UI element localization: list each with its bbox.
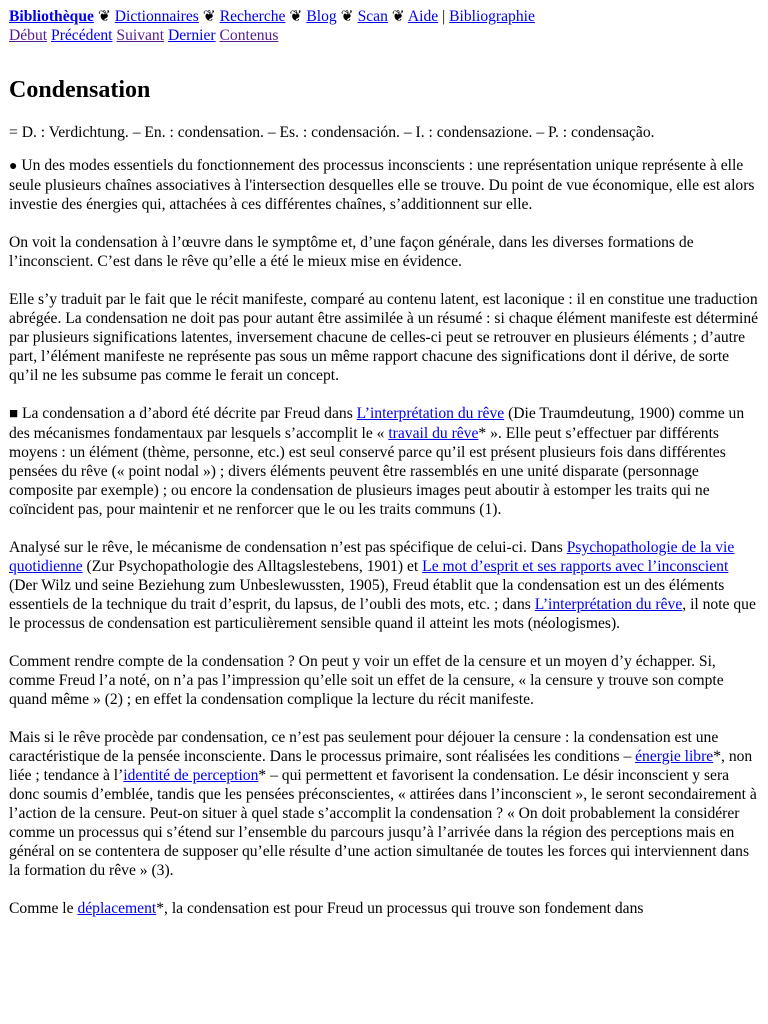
nav-link-dictionnaires[interactable]: Dictionnaires bbox=[114, 8, 199, 25]
paragraph-2: On voit la condensation à l’œuvre dans le symptôme et, d’une façon générale, dans les diverses formations de l’inconscient. C’est dans le rêve qu’elle a été le mieux mise en évidence. bbox=[9, 234, 694, 270]
paragraph-text: , il note que le processus de condensation est particulièrement sensible quand il atteint les mots (néologismes). bbox=[9, 596, 756, 632]
square-bullet-icon: ■ bbox=[9, 406, 19, 422]
paragraph-4 bbox=[9, 404, 759, 519]
nav-link-scan[interactable]: Scan bbox=[357, 8, 388, 25]
nav-link-aide[interactable]: Aide bbox=[407, 8, 439, 25]
nav-link-dernier[interactable]: Dernier bbox=[167, 27, 216, 44]
nav-link-recherche[interactable]: Recherche bbox=[219, 8, 286, 25]
top-navigation bbox=[9, 7, 759, 26]
paragraph-text: (Zur Psychopathologie des Alltagslestebens, 1901) et bbox=[82, 558, 423, 575]
bullet-icon: ● bbox=[9, 159, 18, 174]
paragraph-text: Un des modes essentiels du fonctionnement des processus inconscients : une représentation unique représente à elle seule plusieurs chaînes associatives à l'intersection desquelles elle se trouve. Du point de vue économique, elle est alors investie des énergies qui, attachées à ces différentes chaînes, s’additionnent sur elle. bbox=[9, 157, 755, 213]
paragraph-text: * ». Elle peut s’effectuer par différents moyens : un élément (thème, personne, etc.) est seul conservé parce qu’il est présent plusieurs fois dans différentes pensées du rêve (« point nodal ») ; divers éléments peuvent être rassemblés en une unité disparate (personnage composite par exemple) ; ou encore la condensation de plusieurs images peut aboutir à estomper les traits qui ne coïncident pas, pour maintenir et ne renforcer que le ou les traits communs (1). bbox=[9, 425, 726, 518]
pipe-separator: | bbox=[438, 8, 450, 25]
paragraph-definition bbox=[9, 156, 759, 214]
paragraph-text: *, non liée ; tendance à l’ bbox=[9, 748, 753, 784]
paragraph-text: * – qui permettent et favorisent la condensation. Le désir inconscient y sera donc soumis d’emblée, tandis que les pensées préconscientes, « attirées dans l’inconscient », le seront secondairement à l’action de la censure. Peut-on situer à quel stade s’accomplit la condensation ? « On doit probablement la considérer comme un processus qui s’étend sur l’ensemble du parcours jusqu’à l’arrivée dans la région des perceptions mais en général on se contentera de supposer qu’elle résulte d’une action simultanée de toutes les forces qui interviennent dans la formation du rêve » (3). bbox=[9, 767, 757, 879]
nav-link-suivant[interactable]: Suivant bbox=[116, 27, 165, 44]
paragraph-text: Mais si le rêve procède par condensation, ce n’est pas seulement pour déjouer la censure : la condensation est une caractéristique de la pensée inconsciente. Dans le processus primaire, sont réalisées les conditions – bbox=[9, 729, 719, 765]
link-travail-du-reve[interactable]: travail du rêve bbox=[388, 425, 479, 442]
nav-link-debut[interactable]: Début bbox=[9, 27, 48, 44]
nav-link-blog[interactable]: Blog bbox=[306, 8, 337, 25]
paragraph-text: (Die Traumdeutung, 1900) comme un des mécanismes fondamentaux par lesquels s’accomplit le « bbox=[9, 405, 745, 442]
paragraph-8 bbox=[9, 899, 759, 918]
link-identite-de-perception[interactable]: identité de perception bbox=[123, 767, 259, 784]
link-energie-libre[interactable]: énergie libre bbox=[635, 748, 714, 765]
fleuron-separator: ❦ bbox=[336, 8, 358, 25]
nav-link-bibliotheque[interactable]: Bibliothèque bbox=[9, 8, 94, 25]
paragraph-6: Comment rendre compte de la condensation ? On peut y voir un effet de la censure et un moyen d’y échapper. Si, comme Freud l’a noté, on n’a pas l’impression qu’elle soit un effet de la censure, « la censure y trouve son compte quand même » (2) ; en effet la condensation complique la lecture du récit manifeste. bbox=[9, 653, 724, 708]
nav-link-precedent[interactable]: Précédent bbox=[51, 27, 113, 44]
link-interpretation-du-reve-2[interactable]: L’interprétation du rêve bbox=[534, 596, 683, 613]
link-psychopathologie[interactable]: Psychopathologie de la vie quotidienne bbox=[9, 539, 735, 575]
nav-link-bibliographie[interactable]: Bibliographie bbox=[449, 8, 535, 25]
paragraph-text: La condensation a d’abord été décrite par Freud dans bbox=[18, 405, 357, 422]
link-deplacement[interactable]: déplacement bbox=[77, 900, 157, 917]
nav-link-contenus[interactable]: Contenus bbox=[219, 27, 279, 44]
fleuron-separator: ❦ bbox=[93, 8, 115, 25]
paragraph-text: (Der Wilz und seine Beziehung zum Unbeslewussten, 1905), Freud établit que la condensation est un des éléments essentiels de la technique du trait d’esprit, du lapsus, de l’oubli des mots, etc. ; dans bbox=[9, 577, 725, 613]
link-mot-d-esprit[interactable]: Le mot d’esprit et ses rapports avec l’inconscient bbox=[422, 558, 729, 575]
paragraph-3: Elle s’y traduit par le fait que le récit manifeste, comparé au contenu latent, est laconique : il en constitue une traduction abrégée. La condensation ne doit pas pour autant être assimilée à un résumé : si chaque élément manifeste est déterminé par plusieurs significations latentes, inversement chacune de celles-ci peut se retrouver en plusieurs éléments ; d’autre part, l’élément manifeste ne représente pas sous un même rapport chacune des significations dont il dérive, de sorte qu’il ne les subsume pas comme le ferait un concept. bbox=[9, 291, 759, 384]
fleuron-separator: ❦ bbox=[387, 8, 408, 25]
link-interpretation-du-reve[interactable]: L’interprétation du rêve bbox=[356, 405, 505, 422]
language-equivalents: = D. : Verdichtung. – En. : condensation. – Es. : condensación. – I. : condensazione. – P. : condensação. bbox=[9, 124, 655, 141]
paragraph-text: Comme le bbox=[9, 900, 78, 917]
fleuron-separator: ❦ bbox=[285, 8, 307, 25]
paragraph-7 bbox=[9, 728, 759, 880]
paragraph-text: Analysé sur le rêve, le mécanisme de condensation n’est pas spécifique de celui-ci. Dans bbox=[9, 539, 567, 556]
page-navigation bbox=[9, 26, 759, 45]
paragraph-text: *, la condensation est pour Freud un processus qui trouve son fondement dans bbox=[156, 900, 644, 917]
fleuron-separator: ❦ bbox=[198, 8, 220, 25]
paragraph-5 bbox=[9, 538, 759, 633]
page-title: Condensation bbox=[9, 77, 151, 103]
